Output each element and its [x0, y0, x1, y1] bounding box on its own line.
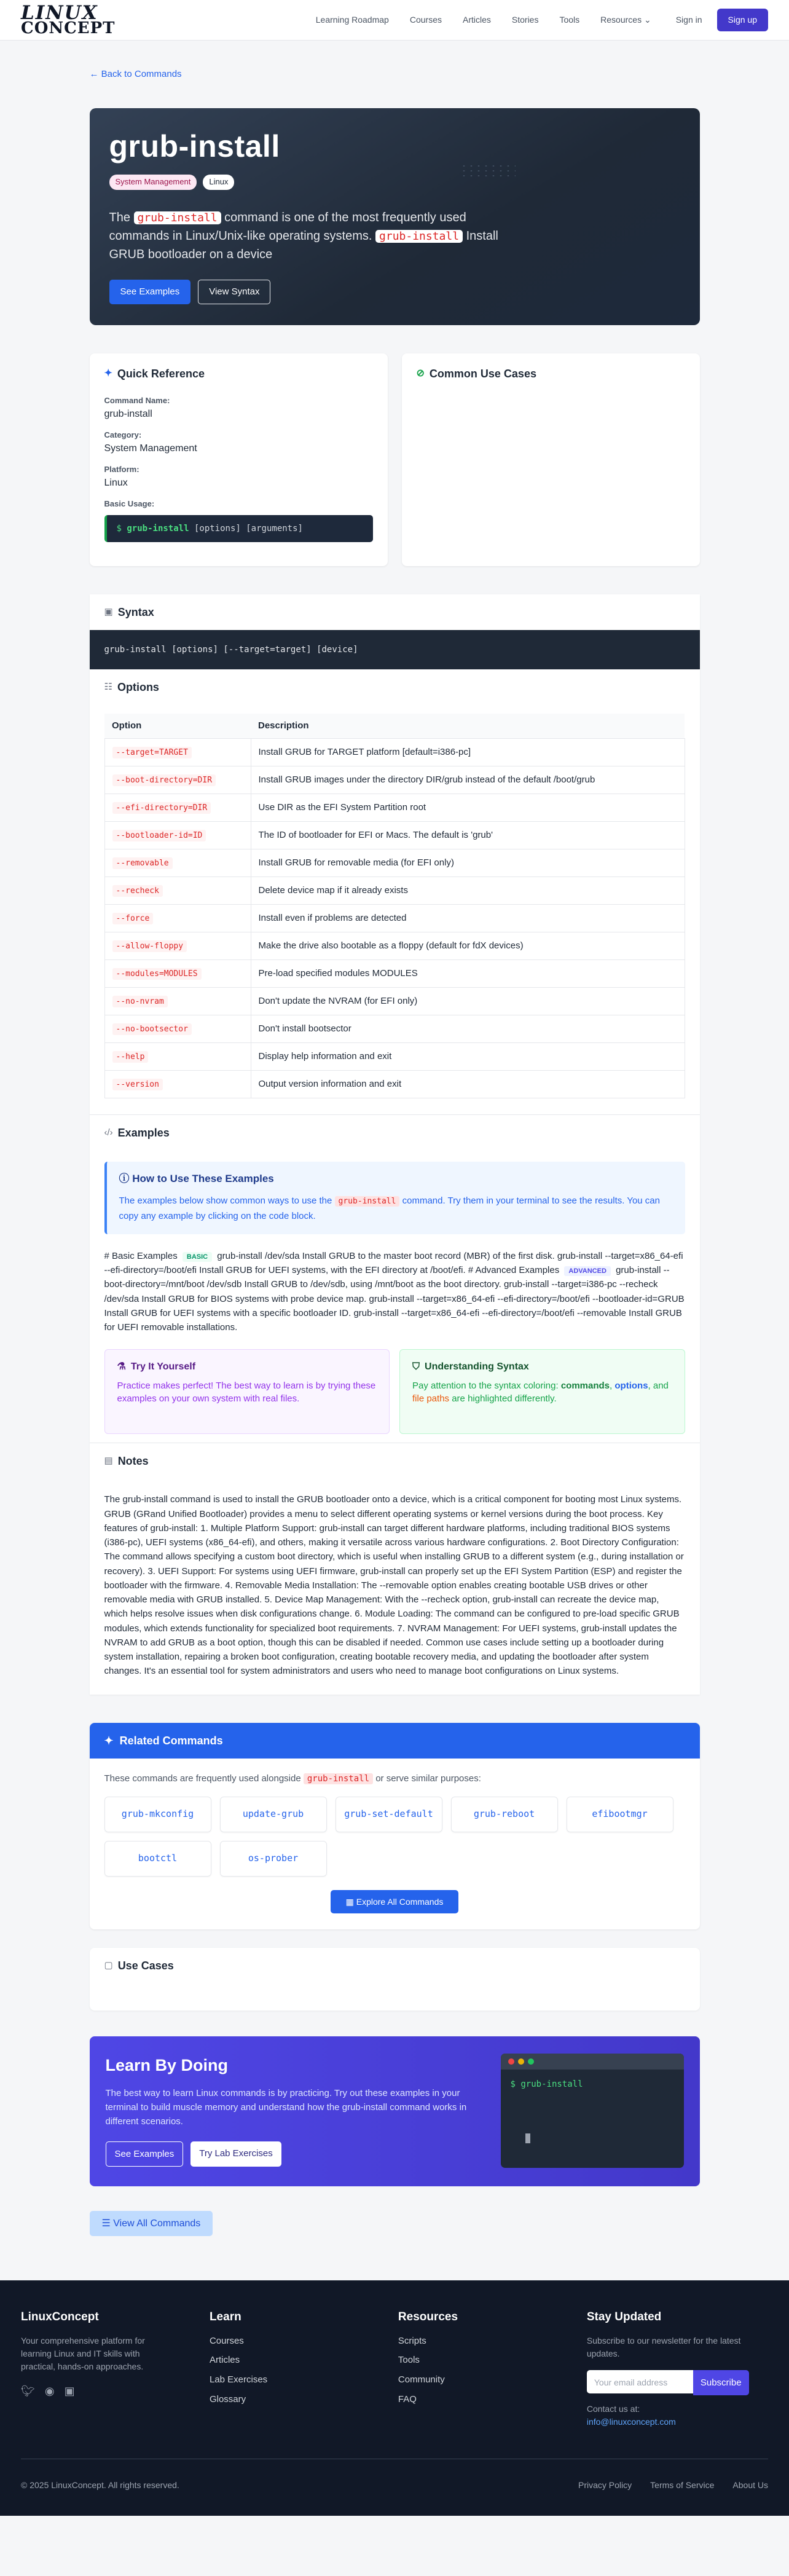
view-all-commands-button[interactable] [90, 2211, 213, 2236]
syntax-title: Syntax [117, 605, 154, 618]
how-to-use-box [104, 1162, 685, 1234]
related-commands-grid [104, 1797, 685, 1877]
option-flag: --removable [112, 857, 173, 869]
hero-dot-pattern [460, 163, 516, 178]
option-cell [104, 822, 251, 849]
und-commands: commands [560, 1380, 610, 1391]
option-flag: --bootloader-id=ID [112, 830, 206, 841]
shield-check-icon: ⛉ [412, 1361, 420, 1373]
common-use-cases-title: Common Use Cases [429, 367, 536, 380]
clipboard-icon: ▢ [104, 1960, 113, 1971]
option-description: Install GRUB images under the directory DIR/grub instead of the default /boot/grub [251, 766, 685, 794]
option-flag: --boot-directory=DIR [112, 774, 216, 786]
use-cases-section [90, 1948, 700, 2011]
understanding-title: Understanding Syntax [425, 1361, 529, 1373]
options-table-header [104, 714, 685, 738]
footer-learn [210, 2309, 398, 2428]
terminal-command: grub-install [520, 2079, 583, 2089]
how-to-use-heading [119, 1172, 673, 1187]
category-badge: System Management [109, 175, 197, 190]
see-examples-button[interactable]: See Examples [109, 280, 191, 304]
notes-title: Notes [117, 1455, 149, 1468]
option-cell [104, 1015, 251, 1043]
contact-email-link[interactable]: info@linuxconcept.com [586, 2416, 676, 2427]
grid-icon: ▦ [345, 1896, 354, 1907]
footer-brand-desc: Your comprehensive platform for learning Linux and IT skills with practical, hands-on approaches. [21, 2335, 145, 2371]
hero-actions [109, 280, 680, 304]
related-commands-heading [90, 1723, 700, 1759]
desc-middle: command is one of the most frequently used commands in Linux/Unix-like operating systems. [109, 211, 466, 243]
notes-text: The grub-install command is used to install the GRUB bootloader onto a device, which is a critical component for booting most Linux systems. GRUB (GRand Unified Bootloader) provides a menu to select different operating systems or kernel versions during the boot process. Key features of grub-install: 1. Multiple Platform Support: grub-install can target different hardware platforms, including traditional BIOS systems (i386-pc), UEFI systems (x86_64-efi), and others, making it versatile across various hardware configurations. 2. Boot Directory Configuration: The command allows specifying a custom boot directory, which is useful when installing GRUB to a different system (e.g., during installation or recovery). 3. UEFI Support: For systems using UEFI firmware, grub-install can properly set up the EFI System Partition (ESP) and register the bootloader with the firmware. 4. Removable Media Installation: The --removable option enables creating bootable USB drives or other removable media with GRUB installed. 5. Device Map Management: With the --recheck option, grub-install can recreate the device map, which helps resolve issues when disk configurations change. 6. Module Loading: The command can be configured to pre-load specific GRUB modules, which extends functionality for specialized boot requirements. 7. NVRAM Management: For UEFI systems, grub-install updates the NVRAM to add GRUB as a boot option, though this can be disabled if needed. Common use cases include setting up a bootloader during system installation, repairing a broken boot configuration, creating bootable recovery media, and updating the bootloader after system changes. It's an essential tool for system administrators and users who need to manage boot configurations on Linux systems. [104, 1494, 684, 1677]
col-option: Option [104, 714, 251, 738]
option-description: The ID of bootloader for EFI or Macs. The default is 'grub' [251, 822, 685, 849]
site-footer [0, 2280, 789, 2516]
option-flag: --force [112, 913, 154, 924]
option-cell [104, 932, 251, 960]
about-us-link[interactable]: About Us [732, 2479, 768, 2490]
signin-link[interactable]: Sign in [675, 15, 702, 25]
sparkle-icon: ✦ [104, 1734, 114, 1747]
logo-line2: CONCEPT [21, 18, 116, 37]
example-tips [104, 1349, 685, 1434]
common-use-cases-heading [417, 366, 685, 382]
check-circle-icon: ⊘ [416, 368, 425, 379]
desc-prefix: The [109, 211, 130, 225]
option-cell [104, 960, 251, 988]
subscribe-button[interactable]: Subscribe [693, 2370, 749, 2396]
try-it-yourself-box [104, 1349, 390, 1434]
try-it-text: Practice makes perfect! The best way to learn is by trying these examples on your own system with real files. [117, 1380, 376, 1404]
footer-learn-title: Learn [209, 2310, 241, 2323]
learn-by-doing-desc: The best way to learn Linux commands is by practicing. Try out these examples in your terminal to build muscle memory and understand how the grub-install command works in different scenarios. [105, 2087, 467, 2127]
footer-link-articles[interactable]: Articles [209, 2355, 240, 2366]
und-pre: Pay attention to the syntax coloring: [412, 1380, 559, 1391]
quick-reference-card [90, 353, 388, 566]
howto-command-pill: grub-install [335, 1196, 400, 1207]
und-paths: file paths [412, 1393, 450, 1404]
usage-prompt: $ [116, 523, 122, 534]
command-hero [90, 108, 700, 325]
nav-resources-dropdown[interactable]: Resources ⌄ [600, 15, 651, 25]
common-use-cases-card [402, 353, 700, 566]
option-description: Make the drive also bootable as a floppy (default for fdX devices) [251, 932, 685, 960]
option-description: Install GRUB for removable media (for EFI only) [251, 849, 685, 877]
related-command-chip[interactable]: update-grub [220, 1797, 327, 1832]
option-row [104, 905, 685, 932]
option-row [104, 877, 685, 905]
nav-learning-roadmap[interactable]: Learning Roadmap [315, 15, 389, 25]
related-command-chip[interactable]: grub-mkconfig [104, 1797, 211, 1832]
nav-articles[interactable]: Articles [462, 15, 491, 25]
examples-basic-text: grub-install /dev/sda Install GRUB to the master boot record (MBR) of the first disk. grub-install --target=x86_64-efi --efi-directory=/boot/efi Install GRUB for UEFI systems, with the EFI directory at /boot/efi. # Advanced Examples [104, 1250, 683, 1276]
footer-newsletter [587, 2309, 768, 2428]
use-cases-heading [90, 1948, 700, 1983]
info-icon: ⓘ [119, 1173, 130, 1185]
terminal-body [501, 2070, 684, 2168]
option-row [104, 1043, 685, 1071]
related-command-chip[interactable]: grub-set-default [336, 1797, 442, 1832]
privacy-policy-link[interactable]: Privacy Policy [578, 2479, 632, 2490]
list-icon: ☰ [101, 2218, 111, 2229]
option-flag: --recheck [112, 885, 163, 897]
footer-link-scripts[interactable]: Scripts [398, 2335, 426, 2346]
related-command-chip[interactable]: bootctl [104, 1841, 211, 1877]
footer-bottom [21, 2459, 768, 2491]
option-row [104, 822, 685, 849]
explore-label: Explore All Commands [356, 1896, 444, 1907]
category-value: System Management [104, 443, 197, 454]
footer-link-courses[interactable]: Courses [209, 2335, 244, 2346]
understanding-syntax-box [399, 1349, 685, 1434]
col-description: Description [251, 714, 685, 738]
related-command-chip[interactable]: os-prober [220, 1841, 327, 1877]
command-details [90, 594, 700, 1695]
option-row [104, 739, 685, 766]
option-flag: --no-bootsector [112, 1023, 192, 1035]
option-description: Pre-load specified modules MODULES [251, 960, 685, 988]
option-row [104, 1071, 685, 1098]
terms-of-service-link[interactable]: Terms of Service [650, 2479, 715, 2490]
terminal-icon: ▣ [104, 607, 113, 618]
option-flag: --target=TARGET [112, 747, 192, 758]
view-all-label: View All Commands [113, 2218, 201, 2229]
close-dot-icon [508, 2058, 514, 2065]
newsletter-form [587, 2370, 768, 2396]
howto-post: command. Try them in your terminal to see the results. You can copy any example by clicking on the code block. [119, 1195, 660, 1222]
sparkle-icon: ✦ [104, 368, 112, 379]
option-flag: --no-nvram [112, 996, 168, 1007]
option-description: Use DIR as the EFI System Partition root [251, 794, 685, 822]
footer-brand [21, 2309, 210, 2428]
site-logo[interactable] [21, 2, 116, 37]
maximize-dot-icon [528, 2058, 534, 2065]
option-cell [104, 1071, 251, 1098]
syntax-heading [90, 594, 700, 630]
quick-reference-heading [104, 366, 373, 382]
footer-link-community[interactable]: Community [398, 2374, 445, 2385]
twitter-icon[interactable]: 🐦︎ [21, 2384, 35, 2397]
option-cell [104, 877, 251, 905]
option-cell [104, 766, 251, 794]
minimize-dot-icon [518, 2058, 524, 2065]
overview-cards [90, 353, 700, 566]
main-nav [316, 14, 651, 26]
learn-by-doing-banner [90, 2036, 700, 2186]
understanding-heading [412, 1360, 672, 1374]
linkedin-icon[interactable]: ▣ [64, 2384, 75, 2397]
related-intro-command: grub-install [304, 1773, 373, 1784]
option-flag: --help [112, 1051, 149, 1063]
examples-advanced-text: grub-install --boot-directory=/mnt/boot /dev/sdb Install GRUB to /dev/sdb, using /mnt/boot as the boot directory. grub-install --target=i386-pc --recheck /dev/sda Install GRUB for BIOS systems with probe device map. grub-install --target=x86_64-efi --efi-directory=/boot/efi --bootloader-id=GRUB Install GRUB for UEFI systems with a specific bootloader ID. grub-install --target=x86_64-efi --efi-directory=/boot/efi --removable Install GRUB for UEFI removable installations. [104, 1265, 685, 1333]
footer-link-faq[interactable]: FAQ [398, 2393, 417, 2405]
signup-button[interactable]: Sign up [717, 9, 768, 31]
try-it-title: Try It Yourself [130, 1361, 196, 1373]
related-commands-card [90, 1723, 700, 1929]
related-commands-title: Related Commands [119, 1734, 223, 1747]
try-it-heading [117, 1360, 377, 1374]
option-flag: --allow-floppy [112, 940, 187, 952]
howto-pre: The examples below show common ways to use the [119, 1195, 332, 1206]
advanced-badge: ADVANCED [564, 1266, 611, 1276]
platform-value: Linux [104, 477, 128, 488]
examples-heading [90, 1115, 700, 1151]
options-title: Options [117, 681, 159, 694]
option-flag: --modules=MODULES [112, 968, 202, 980]
option-description: Don't update the NVRAM (for EFI only) [251, 988, 685, 1015]
option-row [104, 932, 685, 960]
und-and: , and [648, 1380, 669, 1391]
learn-by-doing-text [106, 2054, 474, 2168]
terminal-titlebar [501, 2054, 684, 2070]
related-command-chip[interactable]: efibootmgr [567, 1797, 673, 1832]
top-navbar [0, 0, 789, 41]
option-description: Install even if problems are detected [251, 905, 685, 932]
flask-icon: ⚗ [117, 1361, 126, 1373]
examples-title: Examples [117, 1127, 170, 1140]
option-cell [104, 739, 251, 766]
option-row [104, 849, 685, 877]
footer-link-lab-exercises[interactable]: Lab Exercises [209, 2374, 268, 2385]
nav-tools[interactable]: Tools [559, 15, 580, 25]
social-links [21, 2383, 210, 2399]
terminal-cursor [525, 2133, 530, 2143]
category-label: Category: [104, 430, 142, 439]
terminal-prompt: $ [510, 2079, 516, 2089]
footer-brand-name: LinuxConcept [21, 2310, 99, 2323]
how-to-use-text [119, 1193, 673, 1224]
option-cell [104, 988, 251, 1015]
nav-courses[interactable]: Courses [409, 15, 442, 25]
option-description: Delete device map if it already exists [251, 877, 685, 905]
option-cell [104, 849, 251, 877]
view-syntax-button[interactable]: View Syntax [198, 280, 270, 304]
lbd-see-examples-button[interactable]: See Examples [106, 2141, 184, 2167]
related-intro-post: or serve similar purposes: [375, 1773, 481, 1784]
newsletter-desc: Subscribe to our newsletter for the latest updates. [586, 2335, 741, 2358]
options-heading [90, 669, 700, 705]
how-to-use-title: How to Use These Examples [132, 1173, 274, 1185]
options-table-body [104, 739, 685, 1098]
quick-reference-title: Quick Reference [117, 367, 205, 380]
basic-badge: BASIC [183, 1252, 212, 1262]
footer-link-glossary[interactable]: Glossary [209, 2393, 246, 2405]
option-description: Don't install bootsector [251, 1015, 685, 1043]
command-name-label: Command Name: [104, 395, 170, 405]
related-commands-body [90, 1759, 700, 1929]
option-flag: --version [112, 1079, 163, 1090]
desc-end: Install GRUB bootloader on a device [109, 229, 498, 262]
code-icon: ‹/› [104, 1127, 113, 1138]
logo-line1: LINUX [21, 2, 98, 25]
nav-stories[interactable]: Stories [511, 15, 539, 25]
option-row [104, 988, 685, 1015]
und-comma: , [610, 1380, 613, 1391]
option-cell [104, 905, 251, 932]
examples-basic-heading: # Basic Examples [104, 1250, 178, 1261]
und-post: are highlighted differently. [452, 1393, 557, 1404]
basic-usage-code[interactable] [104, 515, 373, 542]
usage-command: grub-install [127, 523, 189, 534]
option-description: Output version information and exit [251, 1071, 685, 1098]
github-icon[interactable]: ◉ [44, 2384, 55, 2397]
option-cell [104, 794, 251, 822]
main-content [90, 41, 700, 2261]
learn-by-doing-title: Learn By Doing [105, 2055, 229, 2074]
understanding-text [412, 1379, 672, 1406]
desc-command-pill: grub-install [134, 211, 221, 224]
command-tags [109, 175, 680, 190]
option-description: Install GRUB for TARGET platform [default=i386-pc] [251, 739, 685, 766]
use-cases-title: Use Cases [117, 1959, 174, 1972]
related-intro [104, 1772, 685, 1786]
try-lab-exercises-button[interactable]: Try Lab Exercises [190, 2141, 281, 2167]
option-flag: --efi-directory=DIR [112, 802, 211, 814]
option-row [104, 794, 685, 822]
newsletter-title: Stay Updated [586, 2310, 662, 2323]
related-intro-pre: These commands are frequently used alongside [104, 1773, 301, 1784]
options-table [104, 714, 685, 1098]
option-cell [104, 1043, 251, 1071]
usage-args: [options] [arguments] [194, 523, 303, 534]
option-row [104, 766, 685, 794]
document-icon: ▤ [104, 1455, 113, 1467]
syntax-code[interactable]: grub-install [options] [--target=target] [device] [90, 630, 700, 669]
footer-resources-title: Resources [398, 2310, 458, 2323]
platform-badge: Linux [203, 175, 234, 190]
basic-usage-label: Basic Usage: [104, 499, 155, 509]
back-to-commands-link[interactable]: ← Back to Commands [89, 69, 182, 79]
footer-columns [21, 2309, 768, 2428]
footer-resources [398, 2309, 587, 2428]
explore-all-commands-button[interactable] [331, 1890, 458, 1913]
contact-label: Contact us at: [586, 2404, 640, 2414]
command-title: grub-install [109, 128, 280, 163]
learn-by-doing-actions [106, 2141, 474, 2167]
newsletter-email-input[interactable]: Your email address [587, 2370, 693, 2393]
footer-link-tools[interactable]: Tools [398, 2355, 420, 2366]
command-description [109, 208, 503, 264]
option-description: Display help information and exit [251, 1043, 685, 1071]
platform-label: Platform: [104, 465, 139, 474]
sliders-icon: ☷ [104, 682, 112, 693]
related-command-chip[interactable]: grub-reboot [451, 1797, 558, 1832]
option-row [104, 960, 685, 988]
footer-legal-links [578, 2479, 768, 2491]
terminal-preview [501, 2054, 684, 2168]
und-options: options [614, 1380, 648, 1391]
desc-command-pill-2: grub-install [375, 230, 463, 243]
copyright: © 2025 LinuxConcept. All rights reserved. [21, 2479, 179, 2490]
examples-content [104, 1249, 685, 1335]
option-row [104, 1015, 685, 1043]
command-name-value: grub-install [104, 408, 152, 419]
notes-heading [90, 1443, 700, 1479]
